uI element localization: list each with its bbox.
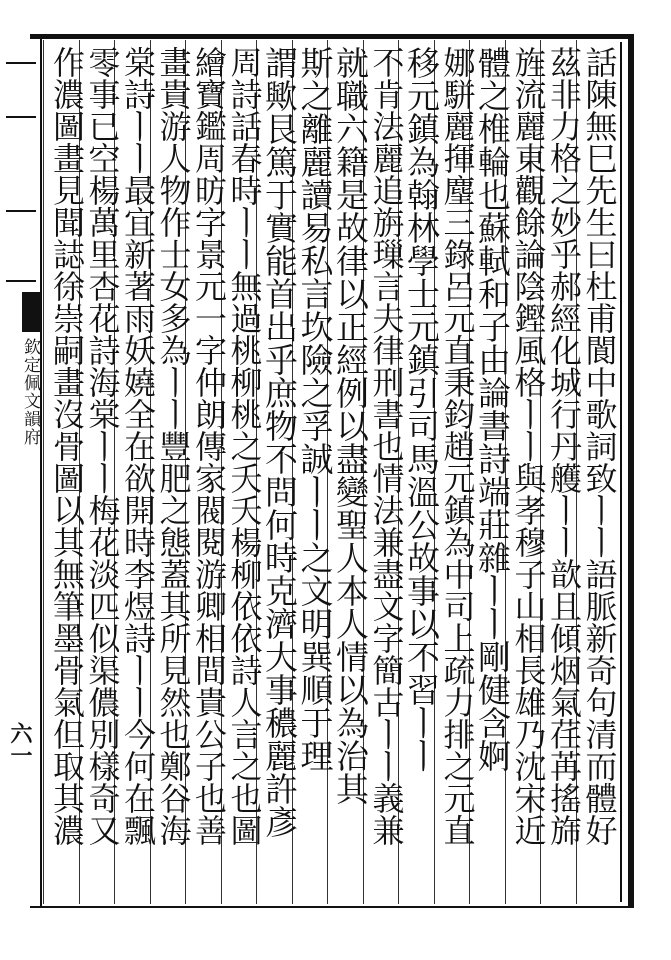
text-column: 棠詩ㅣㅣ最宜新著雨妖嬈全在欲開時李煜詩ㅣㅣ今何在飄 <box>119 46 157 846</box>
text-column: 零事已空楊萬里杏花詩海棠ㅣㅣ梅花淡匹似渠儂別樣奇又 <box>83 46 122 846</box>
text-column: 就職六籍是故律以正經例以盡變聖人本人情以為治其 <box>331 46 370 805</box>
margin-tick <box>6 62 36 64</box>
fishtail-mark <box>22 292 40 332</box>
text-column: 體之椎輪也蘇軾和子由論書詩端莊雜ㅣㅣ剛健含婀 <box>473 46 512 772</box>
text-column: 斯之離麗讀易私言坎險之孚誠ㅣㅣ之文明巽順于理 <box>295 46 335 772</box>
text-column: 不肯法麗追旃璅言夫律刑書也情法兼盡文字簡古ㅣㅣ義兼 <box>367 46 406 846</box>
margin-tick <box>6 280 36 282</box>
page-number: 六一 <box>7 722 33 766</box>
margin-tick <box>6 116 36 118</box>
text-column: 作濃圖畫見聞誌徐崇嗣畫沒骨圖以其無筆墨骨氣但取其濃 <box>48 46 86 846</box>
text-column: 謂歟艮篤于實能首出乎庶物不問何時克濟大事穠麗許彥 <box>260 46 299 838</box>
margin-tick <box>6 210 36 212</box>
frame-right-rule <box>628 34 634 908</box>
text-column: 茲非力格之妙乎郝經化城行丹艧ㅣㅣ歆且傾烟氣荏苒搖旆 <box>545 46 583 846</box>
text-column: 畫貴游人物作士女多為ㅣㅣ豐肥之態蓋其所見然也鄭谷海 <box>154 46 193 846</box>
margin-strip <box>0 34 48 908</box>
frame-top-rule <box>30 34 634 39</box>
frame-bottom-rule <box>30 906 634 908</box>
text-column: 移元鎮為翰林學士元鎮引司馬溫公故事以不習ㅣㅣ <box>402 46 441 772</box>
margin-rule <box>40 34 42 908</box>
text-column: 旌流麗東觀餘論陰鏗風格ㅣㅣ與孝穆子山相長雄乃沈宋近 <box>509 46 548 846</box>
text-column: 周詩話春時ㅣㅣ無過桃柳桃之夭夭楊柳依依詩人言之也圖 <box>225 46 264 846</box>
column-rule <box>43 40 44 904</box>
book-title: 欽定佩文韻府 <box>20 338 40 446</box>
frame-right-inner-rule <box>620 42 622 902</box>
text-column: 繪寶鑑周昉字景元一字仲朗傳家閥閱游卿相間貴公子也善 <box>190 46 228 846</box>
text-column: 娜駢麗揮麈三錄呂元直秉鈞趙元鎮為中司上疏力排之元直 <box>438 46 477 846</box>
text-column: 話陳無巳先生曰杜甫閬中歌詞致ㅣㅣ語脈新奇句清而體好 <box>580 46 619 846</box>
